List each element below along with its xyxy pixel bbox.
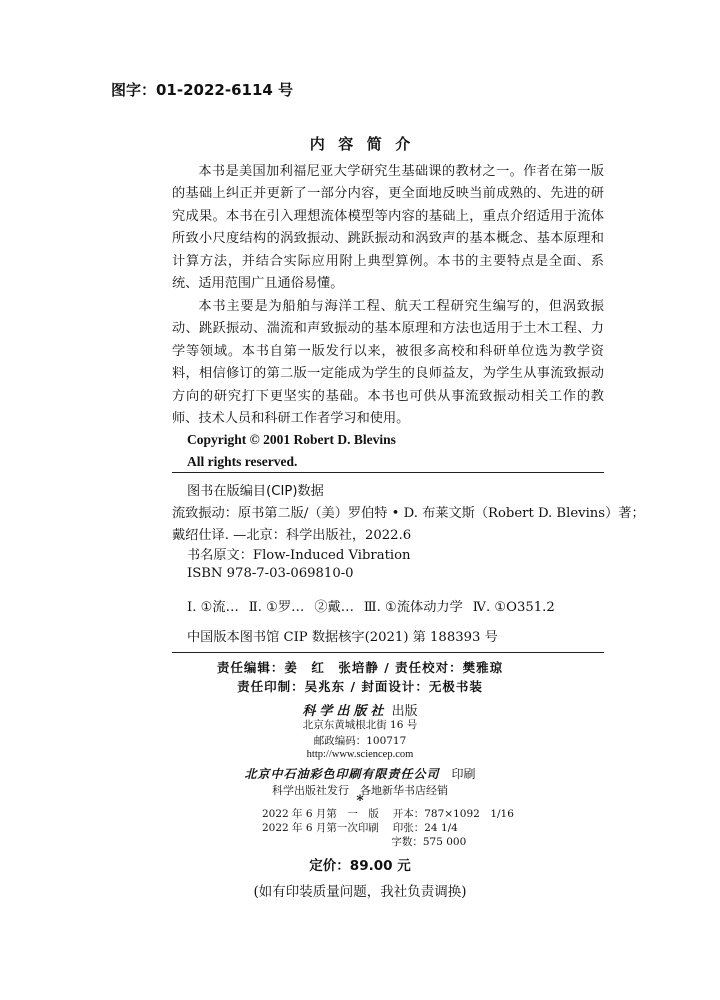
responsible-printing: 责任印制：吴兆东 / 封面设计：无极书装 (237, 679, 483, 694)
cip-bottom-rule (172, 652, 604, 653)
printer-name: 北京中石油彩色印刷有限责任公司 (244, 767, 440, 781)
responsible-editors: 责任编辑：姜 红 张培静 / 责任校对：樊雅琼 (216, 660, 504, 675)
distribution-line: 科学出版社发行 各地新华书店经销 (272, 784, 448, 797)
summary-paragraph-1 (172, 161, 604, 295)
copyright-line: Copyright © 2001 Robert D. Blevins (187, 432, 396, 447)
cip-original-title: 书名原文：Flow-Induced Vibration (187, 548, 411, 563)
publisher-postcode: 邮政编码：100717 (313, 735, 407, 747)
quality-notice: (如有印装质量问题，我社负责调换) (253, 884, 467, 900)
edition-line-3: 字数：575 000 (262, 836, 467, 848)
cip-classification (187, 596, 565, 615)
printer-line (0, 765, 720, 782)
cip-class-item: Ⅰ. ①流… (187, 600, 239, 615)
publisher-name: 科学出版社 (302, 704, 388, 719)
summary-paragraph-2 (172, 296, 604, 430)
publisher-website: http://www.sciencep.com (306, 749, 414, 760)
cip-data-number: 中国版本图书馆 CIP 数据核字(2021) 第 188393 号 (187, 630, 498, 645)
cip-heading: 图书在版编目(CIP)数据 (187, 484, 324, 499)
summary-title: 内容简介 (309, 135, 424, 153)
publisher-suffix: 出版 (391, 704, 418, 719)
cip-title-line: 流致振动：原书第二版/（美）罗伯特 • D. 布莱文斯（Robert D. Blevins）著； (172, 506, 645, 521)
cip-class-item: Ⅲ. ①流体动力学 (363, 600, 463, 615)
rights-reserved-line: All rights reserved. (187, 454, 298, 469)
separator-asterisk: * (356, 793, 364, 809)
price: 定价：89.00 元 (309, 858, 411, 874)
cip-publication-line: 戴绍仕译. —北京：科学出版社，2022.6 (172, 528, 412, 543)
summary-paragraph-1-text: 本书是美国加利福尼亚大学研究生基础课的教材之一。作者在第一版的基础上纠正并更新了一部分内容，更全面地反映当前成熟的、先进的研究成果。本书在引入理想流体模型等内容的基础上，重点介绍适用于流体所致小尺度结构的涡致振动、跳跃振动和涡致声的基本概念、基本原理和计算方法，并结合实际应用附上典型算例。本书的主要特点是全面、系统、适用范围广且通俗易懂。 (172, 164, 604, 292)
cip-isbn: ISBN 978-7-03-069810-0 (187, 566, 354, 581)
edition-line-1: 2022 年 6 月第 一 版 开本：787×1092 1/16 (262, 808, 514, 820)
edition-line-2: 2022 年 6 月第一次印刷 印张：24 1/4 (262, 822, 458, 834)
cip-class-item: ②戴… (314, 600, 354, 615)
cip-class-item: Ⅳ. ①O351.2 (472, 600, 555, 615)
publisher-address: 北京东黄城根北街 16 号 (302, 719, 418, 731)
cip-top-rule (172, 472, 604, 473)
cip-class-item: Ⅱ. ①罗… (248, 600, 305, 615)
summary-paragraph-2-text: 本书主要是为船舶与海洋工程、航天工程研究生编写的，但涡致振动、跳跃振动、湍流和声致振动的基本原理和方法也适用于土木工程、力学等领域。本书自第一版发行以来，被很多高校和科研单位选为教学资料，相信修订的第二版一定能成为学生的良师益友，为学生从事流致振动方向的研究打下更坚实的基础。本书也可供从事流致振动相关工作的教师、技术人员和科研工作者学习和使用。 (172, 299, 604, 427)
printer-suffix: 印刷 (451, 767, 476, 781)
copyright-permit-number: 图字：01-2022-6114 号 (111, 81, 294, 99)
